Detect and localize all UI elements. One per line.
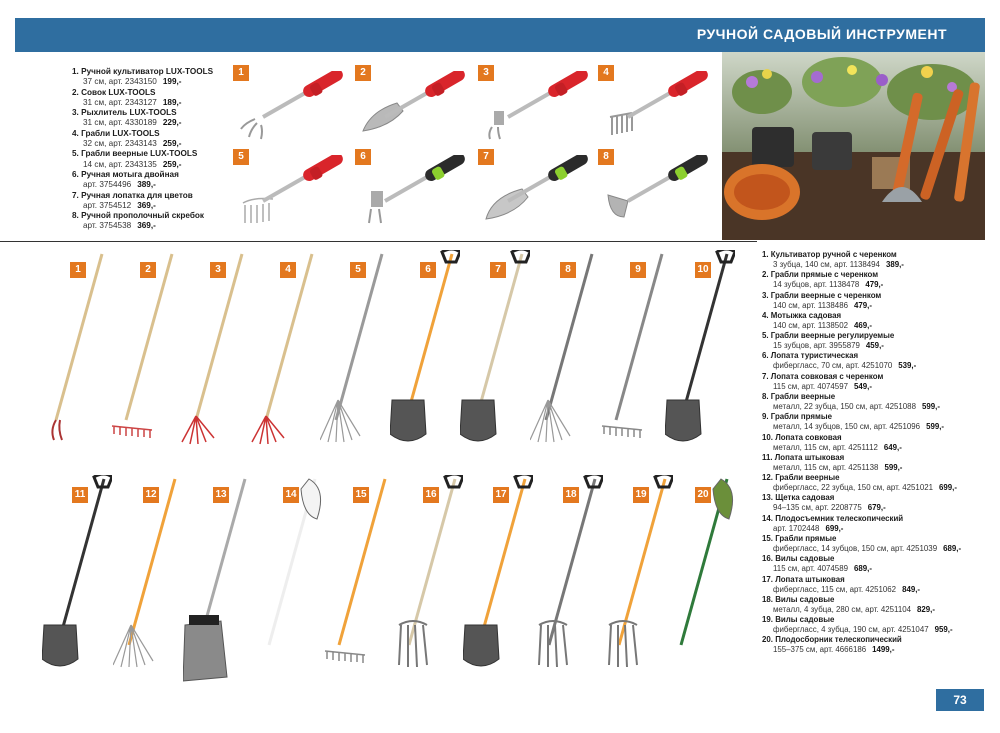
item-details: 15 зубцов, арт. 3955879 459,-	[773, 341, 884, 351]
tool-number-badge: 7	[490, 262, 506, 278]
item-details: металл, 115 см, арт. 4251112 649,-	[773, 442, 902, 452]
long-tool-image	[603, 475, 673, 685]
item-details: 14 см, арт. 2343135 259,-	[83, 159, 182, 169]
long-tool-image	[40, 250, 110, 460]
tool-number-badge: 5	[233, 149, 249, 165]
item-price: 689,-	[943, 543, 962, 553]
item-price: 599,-	[926, 422, 945, 432]
list-item	[72, 170, 232, 190]
item-details: металл, 4 зубца, 280 см, арт. 4251104 829,-	[773, 604, 935, 614]
garden-photo	[722, 52, 985, 240]
tool-number-badge: 14	[283, 487, 299, 503]
list-item	[72, 191, 232, 211]
item-details: фибергласс, 115 см, арт. 4251062 849,-	[773, 584, 921, 594]
item-price: 699,-	[938, 483, 957, 493]
item-price: 199,-	[162, 77, 182, 87]
item-price: 389,-	[885, 260, 904, 270]
item-name: 6. Лопата туристическая	[762, 351, 859, 361]
tool-number-badge: 6	[355, 149, 371, 165]
long-tool-image	[323, 475, 393, 685]
item-price: 369,-	[137, 200, 156, 210]
item-details: арт. 3754538 369,-	[83, 221, 156, 231]
item-details: 115 см, арт. 4074589 689,-	[773, 564, 872, 574]
item-name: 18. Вилы садовые	[762, 594, 835, 604]
item-name: 13. Щетка садовая	[762, 493, 835, 503]
item-price: 479,-	[853, 300, 872, 310]
list-item	[762, 392, 992, 412]
hand-tool-image	[235, 155, 345, 227]
long-tool-image	[665, 250, 735, 460]
tool-number-badge: 6	[420, 262, 436, 278]
tool-number-badge: 3	[478, 65, 494, 81]
list-item	[72, 149, 232, 169]
item-price: 549,-	[853, 381, 872, 391]
list-item	[762, 575, 992, 595]
section-divider	[0, 241, 757, 242]
tool-number-badge: 9	[630, 262, 646, 278]
item-name: 1. Ручной культиватор LUX-TOOLS	[72, 67, 214, 76]
tool-number-badge: 8	[598, 149, 614, 165]
item-name: 19. Вилы садовые	[762, 615, 835, 625]
tool-number-badge: 1	[70, 262, 86, 278]
tool-number-badge: 7	[478, 149, 494, 165]
item-name: 4. Грабли LUX-TOOLS	[72, 128, 160, 138]
item-price: 539,-	[898, 361, 917, 371]
list-item	[762, 412, 992, 432]
tool-number-badge: 3	[210, 262, 226, 278]
item-name: 2. Совок LUX-TOOLS	[72, 87, 156, 97]
item-details: 115 см, арт. 4074597 549,-	[773, 381, 872, 391]
item-details: 140 см, арт. 1138502 469,-	[773, 320, 872, 330]
list-item	[762, 311, 992, 331]
item-details: 31 см, арт. 2343127 189,-	[83, 97, 182, 107]
hand-tool-image	[357, 155, 467, 227]
item-name: 9. Грабли прямые	[762, 412, 832, 422]
tool-number-badge: 19	[633, 487, 649, 503]
item-price: 479,-	[865, 280, 884, 290]
list-item	[762, 250, 992, 270]
tool-number-badge: 1	[233, 65, 249, 81]
long-tool-image	[393, 475, 463, 685]
item-name: 5. Грабли веерные LUX-TOOLS	[72, 149, 198, 159]
item-price: 1499,-	[872, 645, 895, 655]
item-name: 3. Рыхлитель LUX-TOOLS	[72, 108, 177, 118]
item-name: 6. Ручная мотыга двойная	[72, 169, 179, 179]
list-item	[762, 473, 992, 493]
tool-number-badge: 4	[280, 262, 296, 278]
item-details: фибергласс, 22 зубца, 150 см, арт. 4251021 699,-	[773, 483, 957, 493]
item-price: 469,-	[853, 320, 872, 330]
item-name: 7. Лопата совковая с черенком	[762, 371, 884, 381]
item-details: 3 зубца, 140 см, арт. 1138494 389,-	[773, 260, 904, 270]
item-details: арт. 3754512 369,-	[83, 200, 156, 210]
item-details: фибергласс, 14 зубцов, 150 см, арт. 4251039 689,-	[773, 543, 962, 553]
item-name: 14. Плодосъемник телескопический	[762, 513, 904, 523]
list-item	[72, 88, 232, 108]
item-price: 829,-	[916, 604, 935, 614]
list-item	[762, 331, 992, 351]
item-details: 32 см, арт. 2343143 259,-	[83, 138, 182, 148]
long-tool-image	[463, 475, 533, 685]
long-tool-image	[42, 475, 112, 685]
long-tool-image	[460, 250, 530, 460]
list-item	[762, 493, 992, 513]
list-item	[72, 67, 232, 87]
list-item	[762, 372, 992, 392]
hand-tool-image	[480, 155, 590, 227]
item-name: 8. Ручной прополочный скребок	[72, 211, 204, 221]
item-details: арт. 3754496 389,-	[83, 180, 156, 190]
item-details: металл, 22 зубца, 150 см, арт. 4251088 599,-	[773, 402, 940, 412]
long-tool-image	[320, 250, 390, 460]
item-price: 459,-	[865, 341, 884, 351]
header-banner	[15, 18, 985, 52]
tool-number-badge: 11	[72, 487, 88, 503]
long-tool-image	[110, 250, 180, 460]
item-name: 16. Вилы садовые	[762, 554, 835, 564]
item-name: 2. Грабли прямые с черенком	[762, 270, 879, 280]
item-name: 3. Грабли веерные с черенком	[762, 290, 882, 300]
small-tools-list	[72, 67, 232, 232]
item-price: 259,-	[162, 138, 182, 148]
tool-number-badge: 5	[350, 262, 366, 278]
item-details: 140 см, арт. 1138486 479,-	[773, 300, 872, 310]
list-item	[762, 514, 992, 534]
hand-tool-image	[600, 155, 710, 227]
list-item	[762, 615, 992, 635]
list-item	[762, 554, 992, 574]
item-details: фибергласс, 4 зубца, 190 см, арт. 4251047 959,-	[773, 625, 953, 635]
long-tool-image	[533, 475, 603, 685]
item-price: 649,-	[883, 442, 902, 452]
long-tool-image	[665, 475, 735, 685]
item-details: фибергласс, 70 см, арт. 4251070 539,-	[773, 361, 917, 371]
long-tool-image	[530, 250, 600, 460]
item-price: 259,-	[162, 159, 182, 169]
item-price: 689,-	[853, 564, 872, 574]
item-name: 4. Мотыжка садовая	[762, 310, 842, 320]
list-item	[762, 595, 992, 615]
tool-number-badge: 2	[355, 65, 371, 81]
item-name: 1. Культиватор ручной с черенком	[762, 250, 897, 259]
tool-number-badge: 4	[598, 65, 614, 81]
item-name: 20. Плодосборник телескопический	[762, 635, 902, 645]
list-item	[762, 433, 992, 453]
tool-number-badge: 20	[695, 487, 711, 503]
tool-number-badge: 18	[563, 487, 579, 503]
list-item	[762, 351, 992, 371]
page-title: РУЧНОЙ САДОВЫЙ ИНСТРУМЕНТ	[696, 26, 947, 42]
long-tools-list	[762, 250, 992, 656]
tool-number-badge: 8	[560, 262, 576, 278]
long-tool-image	[600, 250, 670, 460]
item-price: 849,-	[902, 584, 921, 594]
hand-tool-image	[480, 71, 590, 143]
tool-number-badge: 10	[695, 262, 711, 278]
item-details: металл, 115 см, арт. 4251138 599,-	[773, 462, 903, 472]
tool-number-badge: 13	[213, 487, 229, 503]
item-name: 11. Лопата штыковая	[762, 452, 845, 462]
list-item	[762, 291, 992, 311]
item-price: 369,-	[137, 221, 156, 231]
item-name: 5. Грабли веерные регулируемые	[762, 331, 895, 341]
tool-number-badge: 16	[423, 487, 439, 503]
list-item	[72, 211, 232, 231]
list-item	[72, 129, 232, 149]
item-price: 389,-	[137, 180, 156, 190]
item-name: 10. Лопата совковая	[762, 432, 842, 442]
item-details: металл, 14 зубцов, 150 см, арт. 4251096 599,-	[773, 422, 945, 432]
list-item	[762, 270, 992, 290]
long-tool-image	[250, 250, 320, 460]
item-price: 599,-	[921, 402, 940, 412]
long-tool-image	[390, 250, 460, 460]
item-details: 94–135 см, арт. 2208775 679,-	[773, 503, 886, 513]
hand-tool-image	[600, 71, 710, 143]
item-details: 31 см, арт. 4330189 229,-	[83, 118, 182, 128]
item-price: 959,-	[934, 625, 953, 635]
item-details: 155–375 см, арт. 4666186 1499,-	[773, 645, 895, 655]
item-details: 14 зубцов, арт. 1138478 479,-	[773, 280, 884, 290]
list-item	[762, 453, 992, 473]
item-price: 189,-	[162, 97, 182, 107]
item-price: 679,-	[867, 503, 886, 513]
item-name: 8. Грабли веерные	[762, 391, 836, 401]
long-tool-image	[180, 250, 250, 460]
item-price: 229,-	[162, 118, 182, 128]
long-tool-image	[253, 475, 323, 685]
page-number: 73	[936, 689, 984, 711]
item-details: арт. 1702448 699,-	[773, 523, 844, 533]
tool-number-badge: 12	[143, 487, 159, 503]
hand-tool-image	[235, 71, 345, 143]
item-price: 599,-	[884, 462, 903, 472]
item-name: 12. Грабли веерные	[762, 473, 840, 483]
hand-tool-image	[357, 71, 467, 143]
item-name: 15. Грабли прямые	[762, 533, 837, 543]
item-name: 17. Лопата штыковая	[762, 574, 845, 584]
item-price: 699,-	[825, 523, 844, 533]
long-tool-image	[113, 475, 183, 685]
tool-number-badge: 17	[493, 487, 509, 503]
list-item	[72, 108, 232, 128]
item-details: 37 см, арт. 2343150 199,-	[83, 77, 182, 87]
item-name: 7. Ручная лопатка для цветов	[72, 190, 193, 200]
tool-number-badge: 2	[140, 262, 156, 278]
list-item	[762, 534, 992, 554]
tool-number-badge: 15	[353, 487, 369, 503]
list-item	[762, 635, 992, 655]
long-tool-image	[183, 475, 253, 685]
